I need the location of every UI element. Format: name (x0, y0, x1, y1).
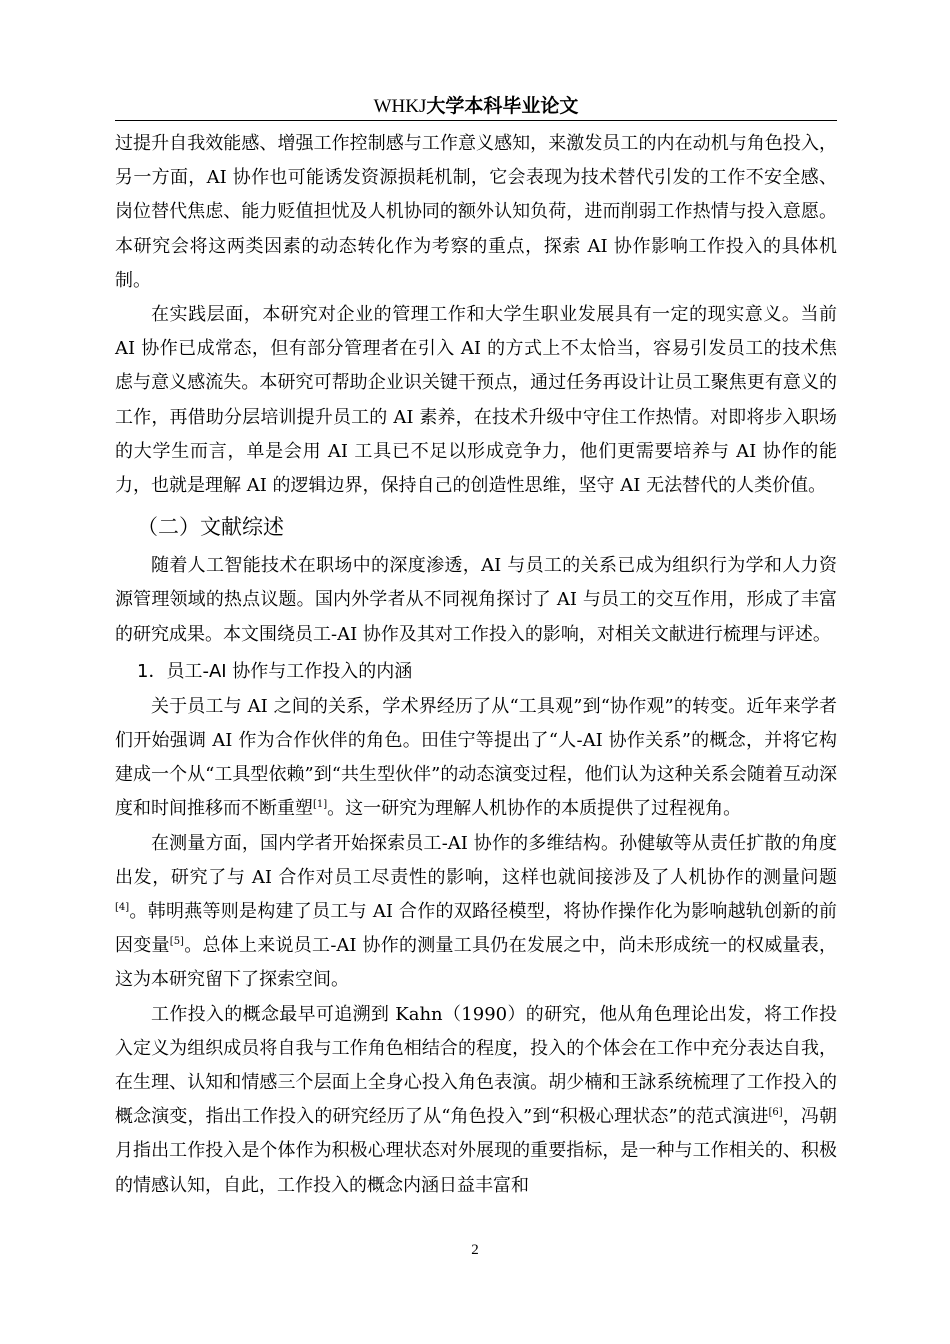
paragraph-text: ，冯朝月指出工作投入是个体作为积极心理状态对外展现的重要指标，是一种与工作相关的、积极的情感认知，自此，工作投入的概念内涵日益丰富和 (115, 1106, 838, 1196)
section-heading-literature-review: （二）文献综述 (137, 515, 284, 540)
paragraph-text: 。韩明燕等则是构建了员工与 AI 合作的双路径模型，将协作操作化为影响越轨创新的前因变量 (115, 901, 837, 957)
citation-ref: [5] (169, 936, 184, 948)
page-header (115, 92, 837, 121)
paragraph-text: 在测量方面，国内学者开始探索员工-AI 协作的多维结构。孙健敏等从责任扩散的角度出发，研究了与 AI 合作对员工尽责性的影响，这样也就间接涉及了人机协作的测量问题 (115, 832, 837, 888)
citation-ref: [1] (313, 799, 328, 811)
paragraph-text: 工作投入的概念最早可追溯到 Kahn（1990）的研究，他从角色理论出发，将工作投入定义为组织成员将自我与工作角色相结合的程度，投入的个体会在工作中充分表达自我，在生理、认知和情感三个层面上全身心投入角色表演。胡少楠和王詠系统梳理了工作投入的概念演变，指出工作投入的研究经历了从“角色投入”到“积极心理状态”的范式演进 (115, 1003, 837, 1128)
header-title: 大学本科毕业论文 (426, 95, 579, 117)
paragraph-relationship-evolution (115, 690, 837, 827)
subsection-heading-concepts: 1．员工-AI 协作与工作投入的内涵 (137, 660, 413, 682)
paragraph-work-engagement (115, 998, 837, 1203)
paragraph-text: 。这一研究为理解人机协作的本质提供了过程视角。 (327, 798, 742, 820)
page-number: 2 (471, 1242, 479, 1258)
citation-ref: [6] (768, 1107, 783, 1119)
header-abbrev: WHKJ (373, 96, 427, 117)
page-body (115, 127, 837, 1203)
citation-ref: [4] (115, 902, 130, 914)
paragraph-practical-significance: 在实践层面，本研究对企业的管理工作和大学生职业发展具有一定的现实意义。当前 AI 协作已成常态，但有部分管理者在引入 AI 的方式上不太恰当，容易引发员工的技术焦虑与意义感流失。本研究可帮助企业识关键干预点，通过任务再设计让员工聚焦更有意义的工作，再借助分层培训提升员工的 AI 素养，在技术升级中守住工作热情。对即将步入职场的大学生而言，单是会用 AI 工具已不足以形成竞争力，他们更需要培养与 AI 协作的能力，也就是理解 AI 的逻辑边界，保持自己的创造性思维，坚守 AI 无法替代的人类价值。 (115, 304, 837, 497)
paragraph-text: 关于员工与 AI 之间的关系，学术界经历了从“工具观”到“协作观”的转变。近年来学者们开始强调 AI 作为合作伙伴的角色。田佳宁等提出了“人-AI 协作关系”的概念，并将它构建成一个从“工具型依赖”到“共生型伙伴”的动态演变过程，他们认为这种关系会随着互动深度和时间推移而不断重塑 (115, 695, 837, 820)
paragraph-review-intro: 随着人工智能技术在职场中的深度渗透，AI 与员工的关系已成为组织行为学和人力资源管理领域的热点议题。国内外学者从不同视角探讨了 AI 与员工的交互作用，形成了丰富的研究成果。本文围绕员工-AI 协作及其对工作投入的影响，对相关文献进行梳理与评述。 (115, 555, 837, 645)
paragraph-text: 。总体上来说员工-AI 协作的测量工具仍在发展之中，尚未形成统一的权威量表，这为本研究留下了探索空间。 (115, 935, 838, 991)
paragraph-measurement (115, 827, 837, 998)
paragraph-significance-cont: 过提升自我效能感、增强工作控制感与工作意义感知，来激发员工的内在动机与角色投入，另一方面，AI 协作也可能诱发资源损耗机制，它会表现为技术替代引发的工作不安全感、岗位替代焦虑、能力贬值担忧及人机协同的额外认知负荷，进而削弱工作热情与投入意愿。本研究会将这两类因素的动态转化作为考察的重点，探索 AI 协作影响工作投入的具体机制。 (115, 133, 837, 291)
